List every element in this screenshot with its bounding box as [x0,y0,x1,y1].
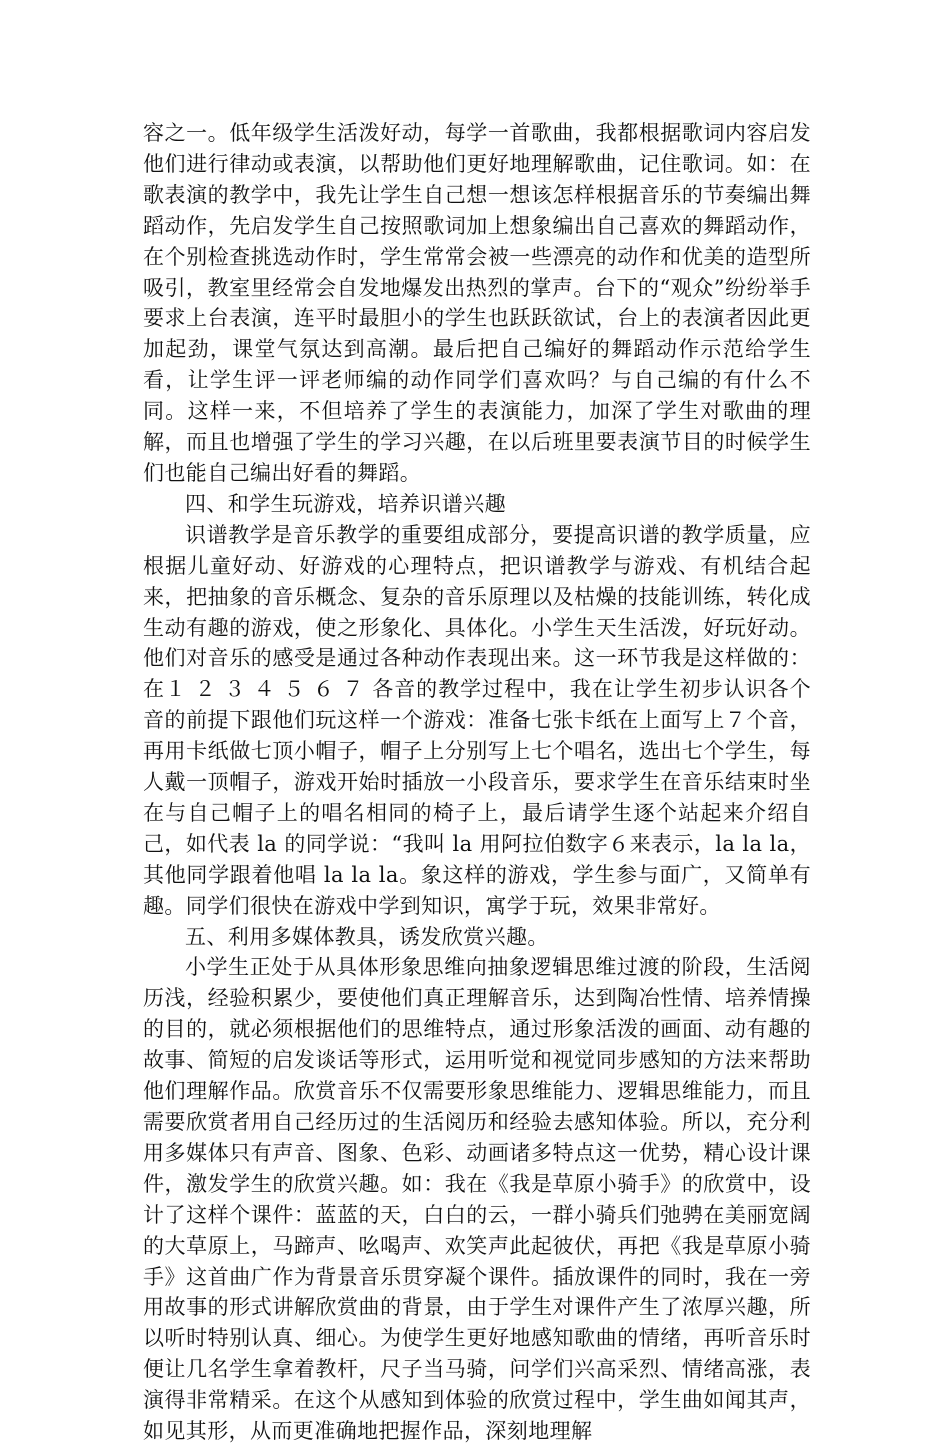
document-body [143,118,811,1447]
paragraph-games: 识谱教学是音乐教学的重要组成部分，要提高识谱的教学质量，应根据儿童好动、好游戏的心理特点，把识谱教学与游戏、有机结合起来，把抽象的音乐概念、复杂的音乐原理以及枯燥的技能训练，转化成生动有趣的游戏，使之形象化、具体化。小学生天生活泼，好玩好动。他们对音乐的感受是通过各种动作表现出来。这一环节我是这样做的：在１ ２ ３ ４ ５ ６ ７ 各音的教学过程中，我在让学生初步认识各个音的前提下跟他们玩这样一个游戏：准备七张卡纸在上面写上７个音，再用卡纸做七顶小帽子，帽子上分别写上七个唱名，选出七个学生，每人戴一顶帽子，游戏开始时插放一小段音乐，要求学生在音乐结束时坐在与自己帽子上的唱名相同的椅子上，最后请学生逐个站起来介绍自己，如代表 la 的同学说：“我叫 la 用阿拉伯数字６来表示，la la la，其他同学跟着他唱 la la la。象这样的游戏，学生参与面广，又简单有趣。同学们很快在游戏中学到知识，寓学于玩，效果非常好。 [143,522,811,918]
section-heading-four: 四、和学生玩游戏，培养识谱兴趣 [185,491,506,516]
paragraph-performance: 容之一。低年级学生活泼好动，每学一首歌曲，我都根据歌词内容启发他们进行律动或表演，以帮助他们更好地理解歌曲，记住歌词。如：在歌表演的教学中，我先让学生自己想一想该怎样根据音乐的节奏编出舞蹈动作，先启发学生自己按照歌词加上想象编出自己喜欢的舞蹈动作，在个别检查挑选动作时，学生常常会被一些漂亮的动作和优美的造型所吸引，教室里经常会自发地爆发出热烈的掌声。台下的“观众”纷纷举手要求上台表演，连平时最胆小的学生也跃跃欲试，台上的表演者因此更加起劲，课堂气氛达到高潮。最后把自己编好的舞蹈动作示范给学生看，让学生评一评老师编的动作同学们喜欢吗？与自己编的有什么不同。这样一来，不但培养了学生的表演能力，加深了学生对歌曲的理解，而且也增强了学生的学习兴趣，在以后班里要表演节目的时候学生们也能自己编出好看的舞蹈。 [143,121,811,485]
paragraph-multimedia: 小学生正处于从具体形象思维向抽象逻辑思维过渡的阶段，生活阅历浅，经验积累少，要使他们真正理解音乐，达到陶冶性情、培养情操的目的，就必须根据他们的思维特点，通过形象活泼的画面、动有趣的故事、简短的启发谈话等形式，运用听觉和视觉同步感知的方法来帮助他们理解作品。欣赏音乐不仅需要形象思维能力、逻辑思维能力，而且需要欣赏者用自己经历过的生活阅历和经验去感知体验。所以，充分利用多媒体只有声音、图象、色彩、动画诸多特点这一优势，精心设计课件，激发学生的欣赏兴趣。如：我在《我是草原小骑手》的欣赏中，设计了这样个课件：蓝蓝的天，白白的云，一群小骑兵们弛骋在美丽宽阔的大草原上，马蹄声、吆喝声、欢笑声此起彼伏，再把《我是草原小骑手》这首曲广作为背景音乐贯穿凝个课件。插放课件的同时，我在一旁用故事的形式讲解欣赏曲的背景，由于学生对课件产生了浓厚兴趣，所以听时特别认真、细心。为使学生更好地感知歌曲的情绪，再听音乐时便让几名学生拿着教杆，尺子当马骑，问学们兴高采烈、情绪高涨，表演得非常精采。在这个从感知到体验的欣赏过程中，学生曲如闻其声，如见其形，从而更准确地把握作品，深刻地理解 [143,955,811,1444]
section-heading-five: 五、利用多媒体教具，诱发欣赏兴趣。 [185,924,549,949]
